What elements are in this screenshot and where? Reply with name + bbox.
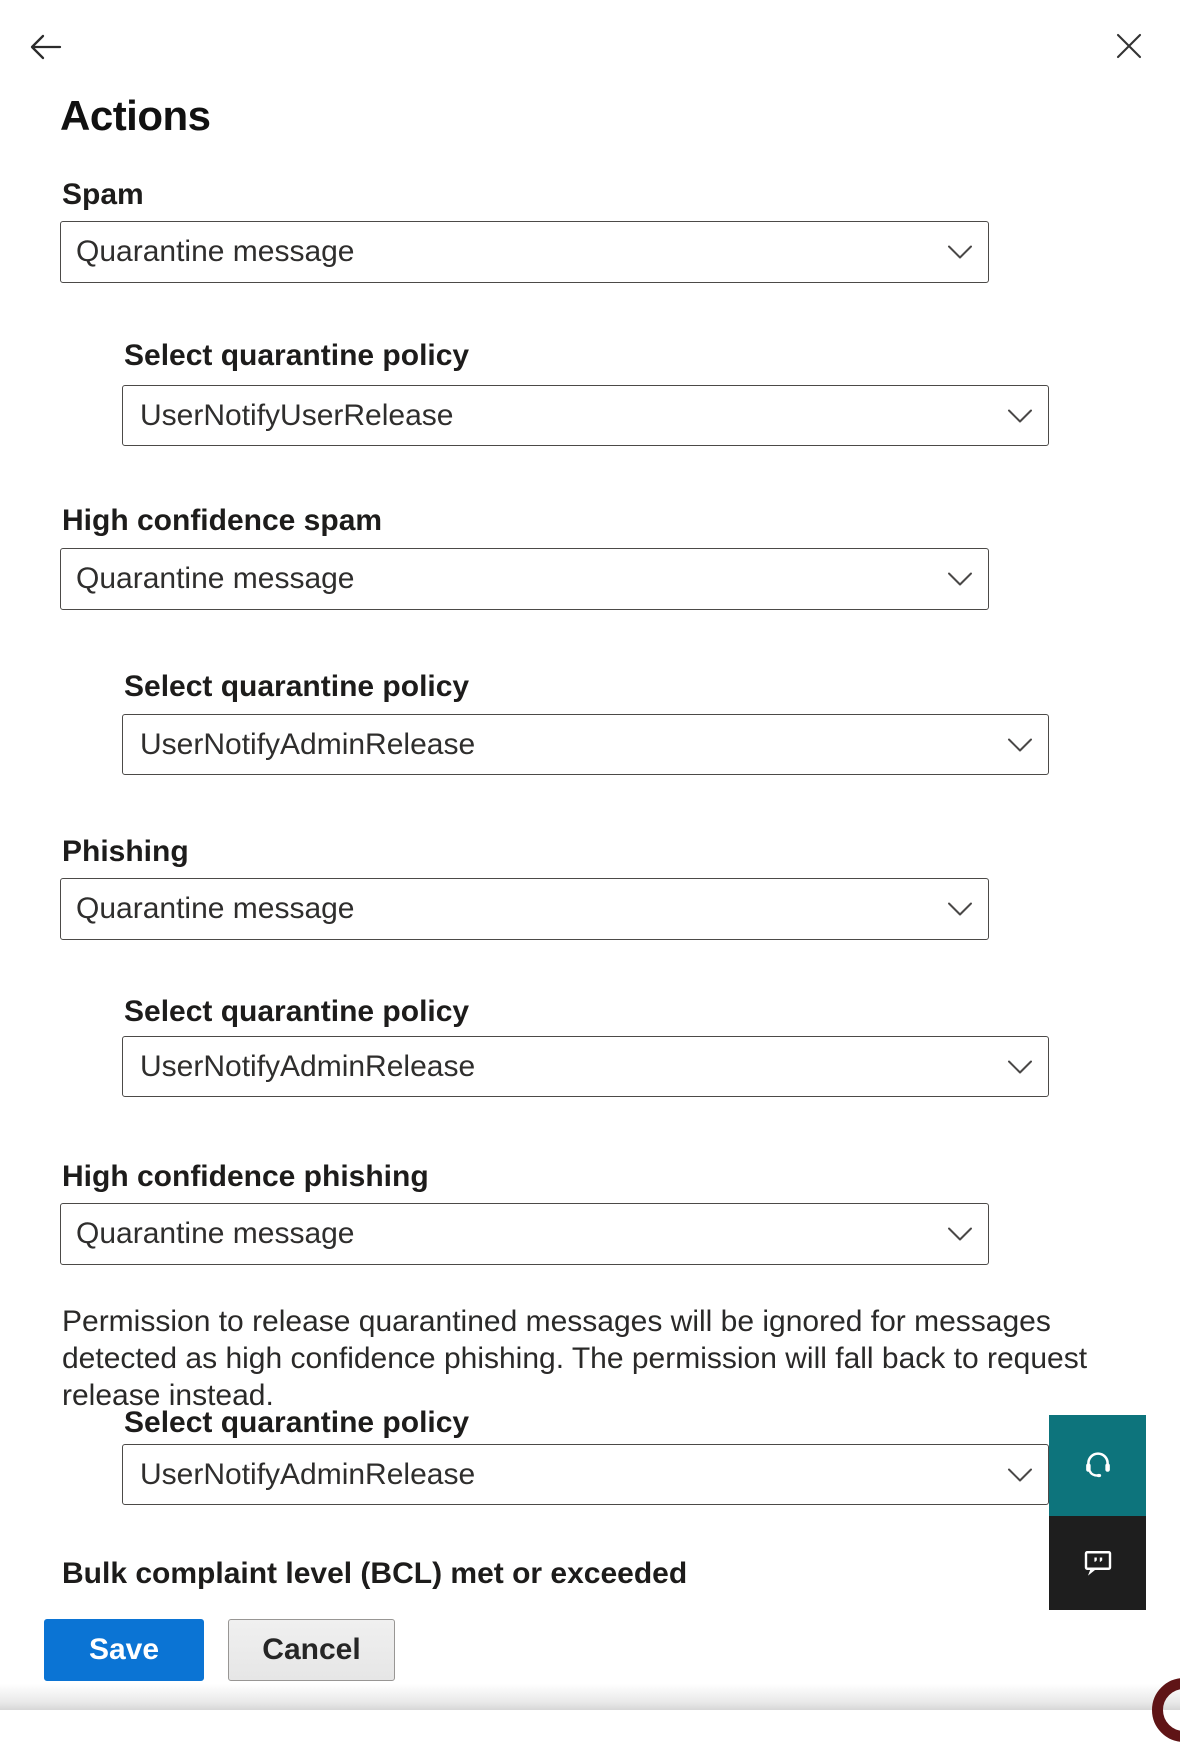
back-button[interactable] <box>27 32 63 62</box>
hc-phishing-note: Permission to release quarantined messages will be ignored for messages detected as high confidence phishing. The permission will fall back to request release instead. <box>62 1305 1088 1412</box>
spam-policy-value: UserNotifyUserRelease <box>140 398 454 432</box>
policy-label-hc-phishing: Select quarantine policy <box>124 1406 470 1439</box>
spam-policy-dropdown[interactable] <box>122 385 1049 446</box>
feedback-button[interactable] <box>1049 1516 1146 1610</box>
support-button[interactable] <box>1049 1415 1146 1516</box>
chevron-down-icon <box>1007 1467 1033 1482</box>
phishing-action-value: Quarantine message <box>76 892 355 925</box>
hc-spam-policy-dropdown[interactable] <box>122 714 1049 775</box>
hc-spam-action-value: Quarantine message <box>76 562 355 595</box>
cancel-button[interactable]: Cancel <box>228 1619 395 1681</box>
close-button[interactable] <box>1115 32 1143 60</box>
section-label-high-confidence-phishing: High confidence phishing <box>62 1160 429 1193</box>
hc-phishing-policy-dropdown[interactable] <box>122 1444 1049 1505</box>
hc-phishing-action-value: Quarantine message <box>76 1217 355 1250</box>
section-label-phishing: Phishing <box>62 835 189 868</box>
section-label-high-confidence-spam: High confidence spam <box>62 504 383 537</box>
chevron-down-icon <box>1007 737 1033 752</box>
chevron-down-icon <box>947 1227 973 1242</box>
hc-spam-action-dropdown[interactable] <box>60 548 989 610</box>
hc-phishing-policy-value: UserNotifyAdminRelease <box>140 1457 476 1491</box>
phishing-policy-dropdown[interactable] <box>122 1036 1049 1097</box>
phishing-action-dropdown[interactable] <box>60 878 989 940</box>
save-button[interactable]: Save <box>44 1619 204 1681</box>
section-label-bulk-complaint-level: Bulk complaint level (BCL) met or exceeded <box>62 1557 688 1590</box>
chevron-down-icon <box>947 572 973 587</box>
spam-action-dropdown[interactable] <box>60 221 989 283</box>
headset-icon <box>1080 1446 1116 1485</box>
footer-bar <box>0 1594 1180 1710</box>
chevron-down-icon <box>947 902 973 917</box>
back-arrow-icon <box>27 32 63 62</box>
policy-label-phishing: Select quarantine policy <box>124 995 470 1028</box>
feedback-chat-icon <box>1080 1544 1116 1583</box>
spam-action-value: Quarantine message <box>76 235 355 268</box>
chevron-down-icon <box>1007 1059 1033 1074</box>
phishing-policy-value: UserNotifyAdminRelease <box>140 1049 476 1083</box>
page-title: Actions <box>60 92 211 139</box>
hc-phishing-action-dropdown[interactable] <box>60 1203 989 1265</box>
chevron-down-icon <box>947 245 973 260</box>
chevron-down-icon <box>1007 408 1033 423</box>
section-label-spam: Spam <box>62 178 144 211</box>
close-icon <box>1115 32 1143 60</box>
policy-label-spam: Select quarantine policy <box>124 339 470 372</box>
policy-label-hc-spam: Select quarantine policy <box>124 670 470 703</box>
hc-spam-policy-value: UserNotifyAdminRelease <box>140 727 476 761</box>
